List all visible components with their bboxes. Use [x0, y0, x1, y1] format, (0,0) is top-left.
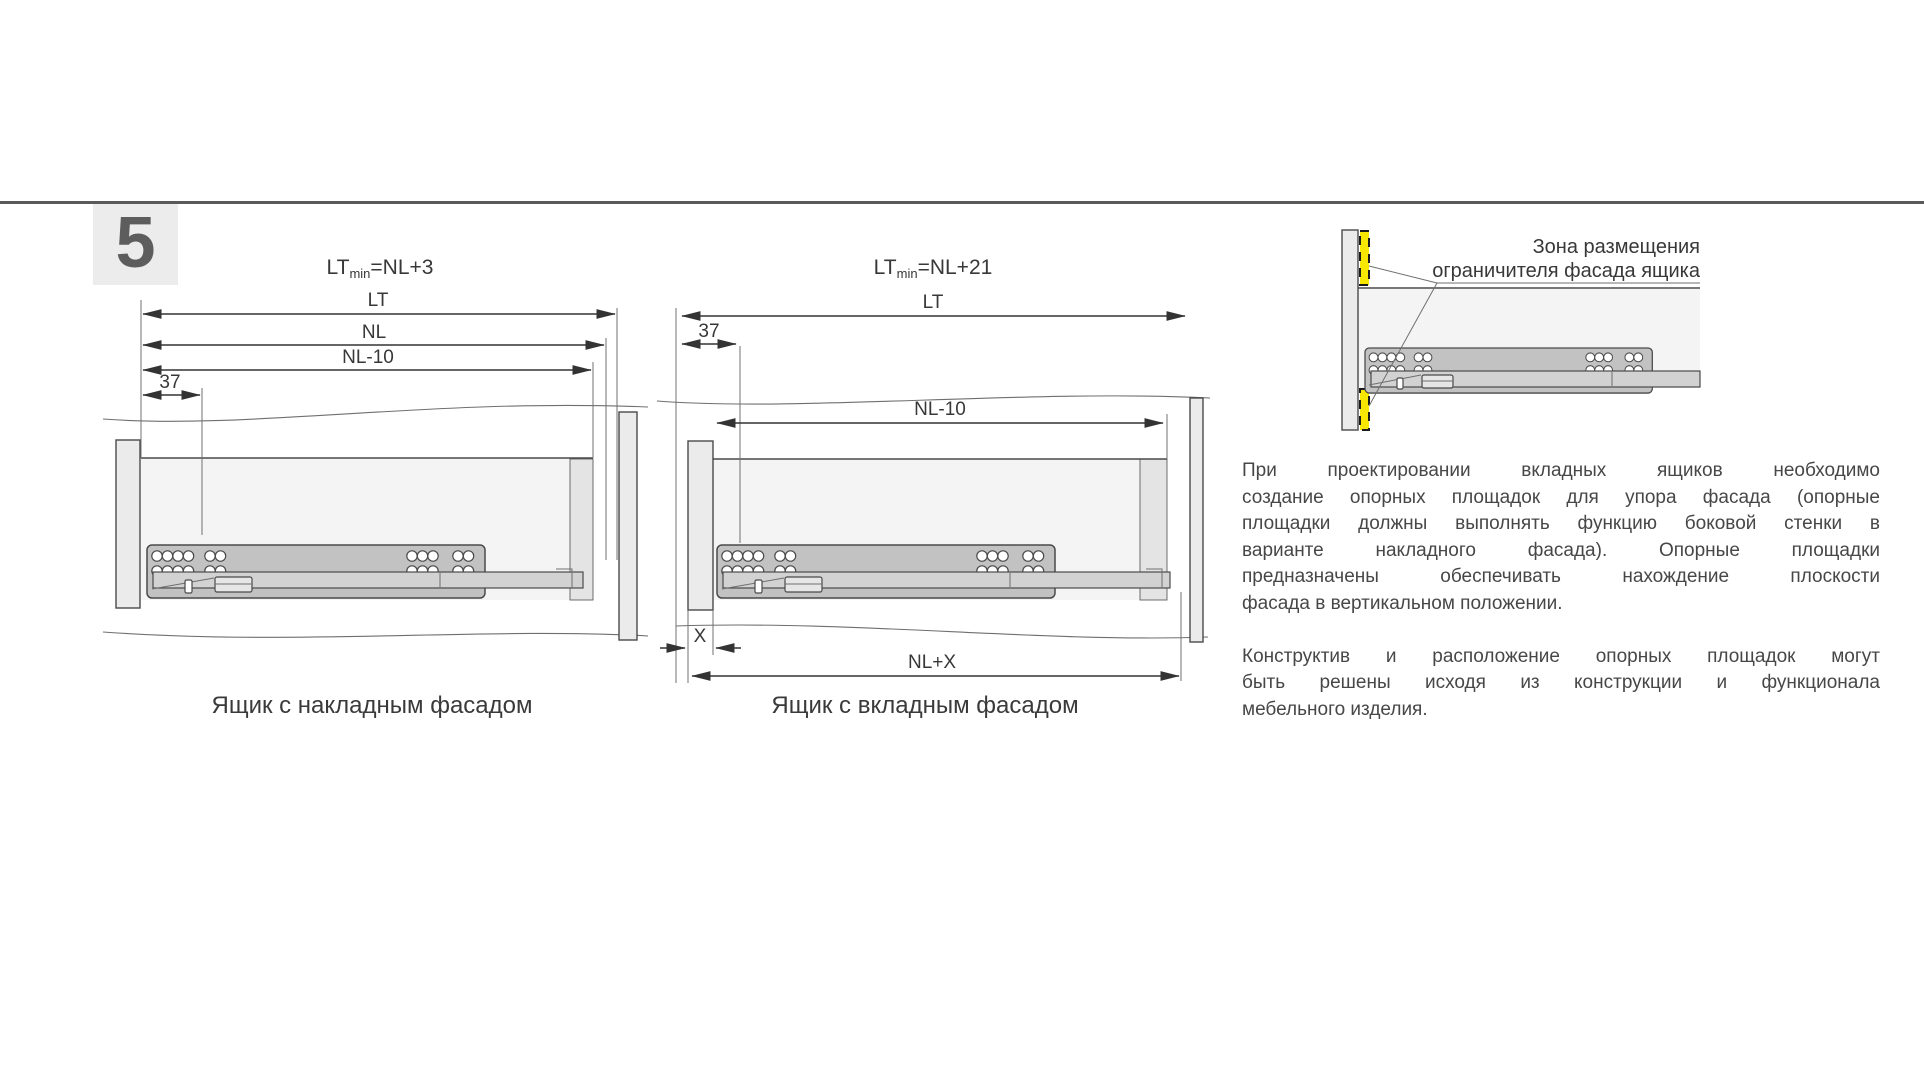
dim-label-37: 37 — [159, 372, 181, 393]
stopper-zone-label-line2: ограничителя фасада ящика — [1432, 260, 1700, 282]
notes-column — [1242, 458, 1880, 723]
highlight-zone-bottom — [1360, 389, 1369, 430]
dim-label-nlx: NL+X — [907, 652, 957, 673]
dim-label-lt: LT — [922, 292, 944, 313]
facade-panel-inset — [688, 441, 713, 610]
dim-label-nl: NL — [361, 322, 387, 343]
dim-label-37: 37 — [698, 321, 720, 342]
break-line-bottom — [103, 632, 648, 637]
note-line: мебельного изделия. — [1242, 698, 1428, 720]
note-line: создание опорных площадок для упора фасада (опорные — [1242, 486, 1880, 508]
dim-label-nl10: NL-10 — [914, 399, 966, 420]
note-line: быть решены исходя из конструкции и функционала — [1242, 672, 1880, 694]
note-line: предназначены обеспечивать нахождение плоскости — [1242, 566, 1880, 588]
cabinet-panel — [619, 412, 637, 640]
break-line-top — [103, 405, 648, 421]
inset-drawer-drawing — [657, 256, 1210, 683]
dim-label-nl10: NL-10 — [342, 347, 394, 368]
facade-panel — [1342, 230, 1358, 430]
leader-line-top — [1369, 266, 1437, 283]
caption-overlay-drawer: Ящик с накладным фасадом — [211, 692, 533, 719]
note-line: Конструктив и расположение опорных площадок могут — [1242, 645, 1880, 667]
formula-inset: LTmin=NL+21 — [873, 256, 993, 281]
note-line: При проектировании вкладных ящиков необходимо — [1242, 460, 1880, 481]
section-number: 5 — [115, 202, 156, 283]
dim-label-lt: LT — [367, 290, 389, 311]
note-paragraph-2 — [1242, 644, 1880, 724]
facade-panel-overlay — [116, 440, 140, 608]
stopper-zone-label-line1: Зона размещения — [1532, 236, 1700, 258]
cabinet-panel — [1190, 398, 1203, 642]
note-line: варианте накладного фасада). Опорные площадки — [1242, 539, 1880, 561]
caption-inset-drawer: Ящик с вкладным фасадом — [771, 692, 1079, 719]
overlay-drawer-drawing — [103, 256, 648, 640]
note-paragraph-1 — [1242, 458, 1880, 618]
note-line: фасада в вертикальном положении. — [1242, 592, 1563, 614]
slide-rail — [1371, 371, 1700, 387]
highlight-zone-top — [1360, 231, 1369, 285]
formula-overlay: LTmin=NL+3 — [326, 256, 434, 281]
drawer-slide — [1365, 348, 1700, 393]
break-line-bottom — [676, 625, 1208, 638]
stopper-zone-drawing — [1342, 230, 1701, 430]
dim-label-x: X — [693, 626, 707, 647]
note-line: площадки должны выполнять функцию боковой стенки в — [1242, 513, 1880, 535]
